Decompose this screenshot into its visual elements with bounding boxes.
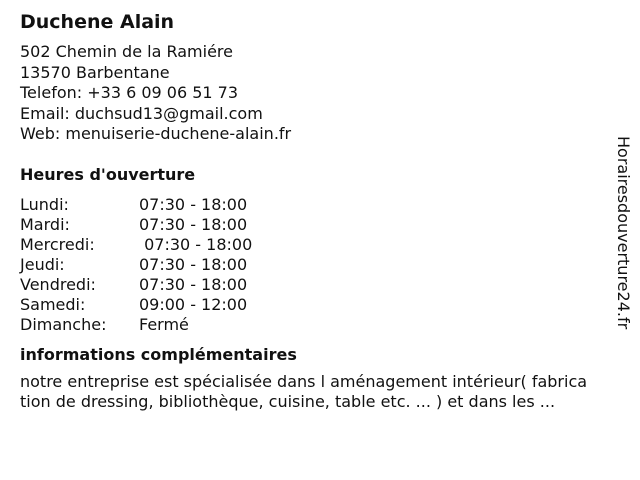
hours-time: 07:30 - 18:00 bbox=[139, 214, 248, 234]
web-line: Web: menuiserie-duchene-alain.fr bbox=[20, 124, 292, 143]
hours-day: Mercredi: bbox=[20, 234, 95, 254]
email-line: Email: duchsud13@gmail.com bbox=[20, 103, 263, 123]
hours-day: Samedi: bbox=[20, 294, 86, 314]
hours-day: Jeudi: bbox=[20, 254, 65, 274]
hours-day: Vendredi: bbox=[20, 274, 96, 294]
hours-row-tuesday bbox=[20, 215, 610, 235]
hours-row-saturday bbox=[20, 295, 610, 315]
info-line-2: tion de dressing, bibliothèque, cuisine, table etc. ... ) et dans les ... bbox=[20, 391, 556, 411]
hours-time: 09:00 - 12:00 bbox=[139, 294, 248, 314]
address-street: 502 Chemin de la Ramiére bbox=[20, 42, 233, 61]
site-watermark: Horairesdouverture24.fr bbox=[614, 136, 633, 330]
contact-block bbox=[20, 42, 610, 145]
business-name: Duchene Alain bbox=[20, 11, 175, 33]
hours-day: Mardi: bbox=[20, 214, 70, 234]
phone-line: Telefon: +33 6 09 06 51 73 bbox=[20, 83, 239, 102]
info-description bbox=[20, 372, 612, 412]
hours-day: Dimanche: bbox=[20, 314, 107, 334]
info-heading: informations complémentaires bbox=[20, 344, 297, 364]
hours-row-sunday bbox=[20, 315, 610, 335]
hours-time: 07:30 - 18:00 bbox=[139, 274, 248, 294]
hours-table bbox=[20, 195, 610, 335]
hours-row-monday bbox=[20, 195, 610, 215]
hours-day: Lundi: bbox=[20, 194, 69, 214]
hours-row-wednesday bbox=[20, 235, 610, 255]
info-line-1: notre entreprise est spécialisée dans l aménagement intérieur( fabrica bbox=[20, 371, 588, 391]
address-city: 13570 Barbentane bbox=[20, 62, 170, 82]
hours-time: 07:30 - 18:00 bbox=[139, 234, 253, 254]
hours-time: Fermé bbox=[139, 314, 189, 334]
business-card bbox=[20, 10, 610, 412]
hours-heading: Heures d'ouverture bbox=[20, 164, 196, 184]
hours-row-friday bbox=[20, 275, 610, 295]
hours-row-thursday bbox=[20, 255, 610, 275]
hours-time: 07:30 - 18:00 bbox=[139, 194, 248, 214]
hours-time: 07:30 - 18:00 bbox=[139, 254, 248, 274]
